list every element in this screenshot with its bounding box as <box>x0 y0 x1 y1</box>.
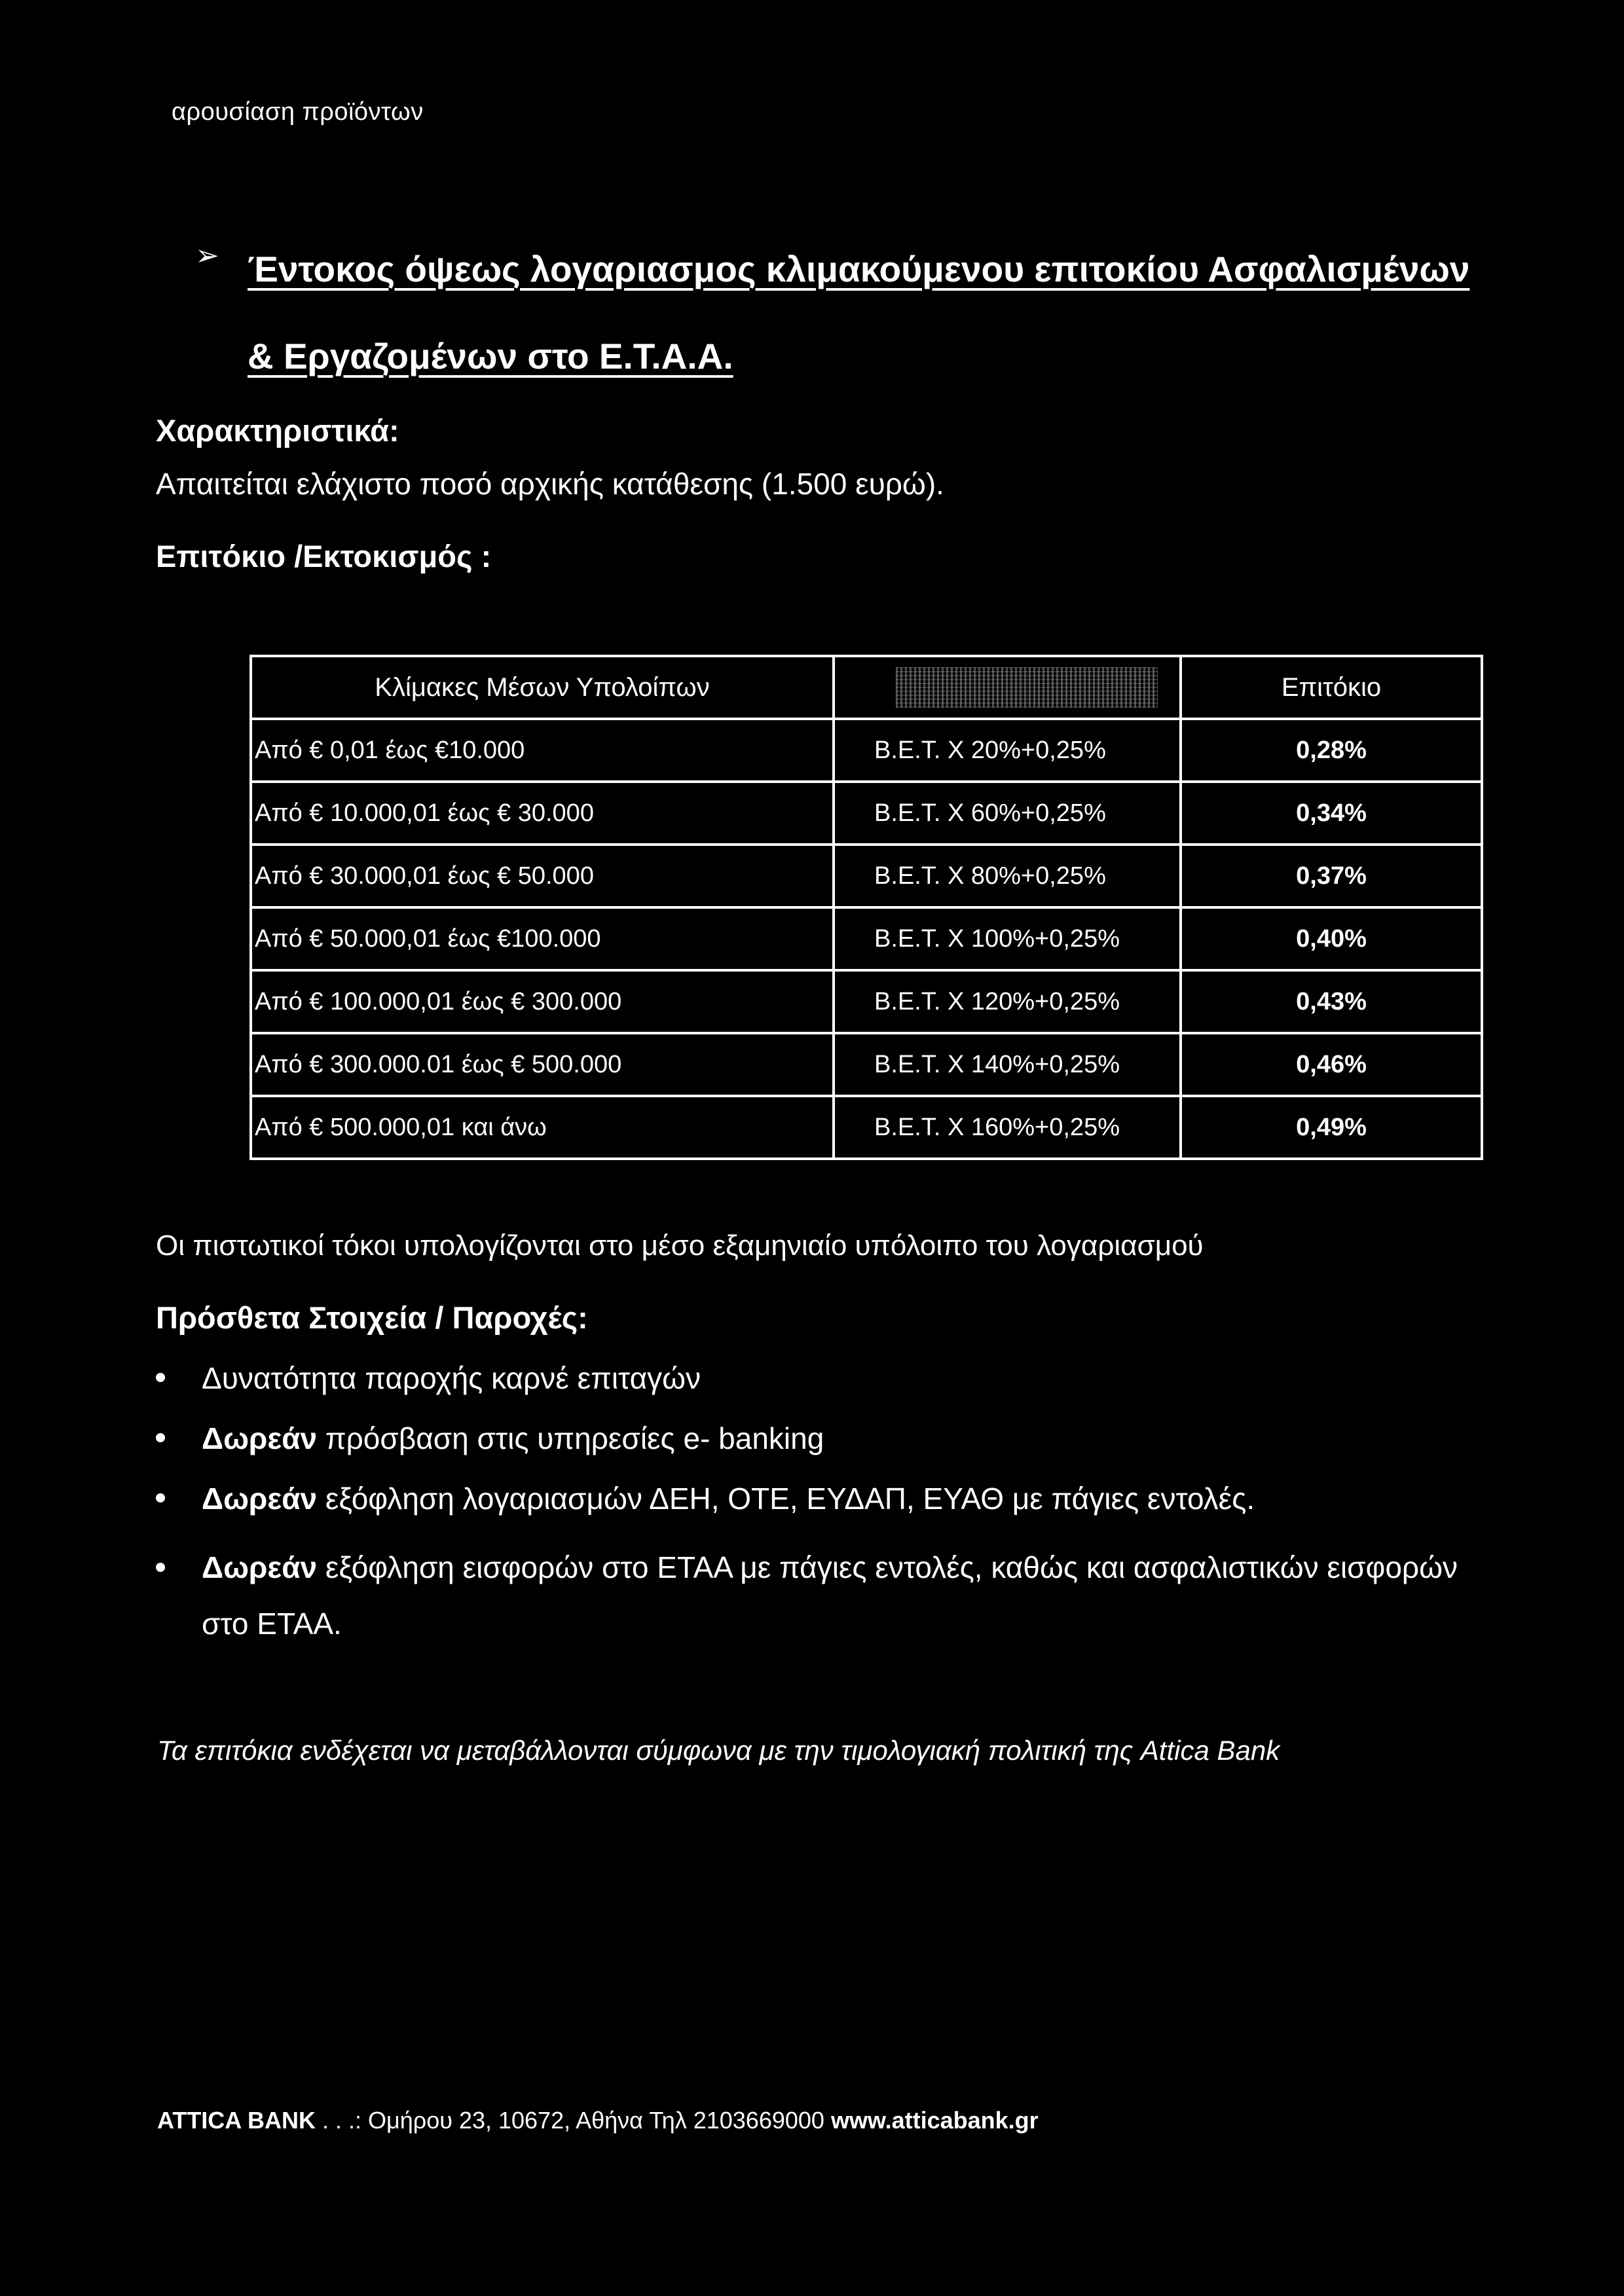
list-item <box>156 1419 1498 1458</box>
tier-formula: Β.Ε.Τ. Χ 20%+0,25% <box>834 719 1181 782</box>
table-header-row <box>251 656 1482 719</box>
tier-rate: 0,34% <box>1181 782 1482 845</box>
table-row <box>251 1096 1482 1159</box>
tier-range: Από € 300.000.01 έως € 500.000 <box>251 1033 834 1096</box>
list-item <box>156 1479 1498 1518</box>
tier-rate: 0,43% <box>1181 970 1482 1033</box>
tier-formula: Β.Ε.Τ. Χ 80%+0,25% <box>834 845 1181 907</box>
benefit-bold: Δωρεάν <box>202 1421 318 1455</box>
tier-formula: Β.Ε.Τ. Χ 60%+0,25% <box>834 782 1181 845</box>
column-header-balance-tiers: Κλίμακες Μέσων Υπολοίπων <box>251 656 834 719</box>
tier-rate: 0,40% <box>1181 907 1482 970</box>
extras-heading: Πρόσθετα Στοιχεία / Παροχές: <box>156 1300 588 1335</box>
page-header: αρουσίαση προϊόντων <box>172 98 424 126</box>
bullet-icon <box>156 1433 165 1442</box>
tier-range: Από € 10.000,01 έως € 30.000 <box>251 782 834 845</box>
bullet-icon <box>156 1493 165 1503</box>
tier-range: Από € 500.000,01 και άνω <box>251 1096 834 1159</box>
tier-range: Από € 50.000,01 έως €100.000 <box>251 907 834 970</box>
list-item <box>156 1539 1498 1652</box>
benefit-text: εξόφληση λογαριασμών ΔΕΗ, ΟΤΕ, ΕΥΔΑΠ, ΕΥΑΘ με πάγιες εντολές. <box>317 1482 1255 1516</box>
list-item <box>156 1358 1498 1398</box>
blurred-image <box>896 667 1158 708</box>
benefit-text: Δυνατότητα παροχής καρνέ επιταγών <box>202 1361 701 1395</box>
minimum-deposit-text: Απαιτείται ελάχιστο ποσό αρχικής κατάθεσης (1.500 ευρώ). <box>156 467 944 501</box>
tier-rate: 0,37% <box>1181 845 1482 907</box>
table-row <box>251 907 1482 970</box>
tier-formula: Β.Ε.Τ. Χ 140%+0,25% <box>834 1033 1181 1096</box>
bullet-icon <box>156 1563 165 1572</box>
tier-formula: Β.Ε.Τ. Χ 100%+0,25% <box>834 907 1181 970</box>
tier-rate: 0,49% <box>1181 1096 1482 1159</box>
table-row <box>251 782 1482 845</box>
footer-address: . . .: Ομήρου 23, 10672, Αθήνα Τηλ 2103669000 <box>315 2107 831 2134</box>
tier-range: Από € 100.000,01 έως € 300.000 <box>251 970 834 1033</box>
footer <box>157 2107 1039 2134</box>
benefit-text: πρόσβαση στις υπηρεσίες e- banking <box>317 1421 824 1455</box>
product-title-text: Έντοκος όψεως λογαριασμος κλιμακούμενου επιτοκίου Ασφαλισμένων & Εργαζομένων στο Ε.Τ.Α.Α. <box>248 249 1470 376</box>
interest-rate-table <box>249 655 1483 1160</box>
bullet-icon <box>156 1373 165 1382</box>
benefit-text: εξόφληση εισφορών στο ΕΤΑΑ με πάγιες εντολές, καθώς και ασφαλιστικών εισφορών στο ΕΤΑΑ. <box>202 1550 1458 1641</box>
tier-rate: 0,28% <box>1181 719 1482 782</box>
benefit-bold: Δωρεάν <box>202 1482 318 1516</box>
column-header-blurred <box>834 656 1181 719</box>
column-header-rate: Επιτόκιο <box>1181 656 1482 719</box>
table-row <box>251 719 1482 782</box>
tier-range: Από € 0,01 έως €10.000 <box>251 719 834 782</box>
tier-rate: 0,46% <box>1181 1033 1482 1096</box>
rates-disclaimer: Τα επιτόκια ενδέχεται να μεταβάλλονται σύμφωνα με την τιμολογιακή πολιτική της Attica Bank <box>157 1735 1280 1766</box>
table-row <box>251 845 1482 907</box>
tier-range: Από € 30.000,01 έως € 50.000 <box>251 845 834 907</box>
arrow-bullet-icon: ➢ <box>195 240 219 272</box>
benefits-list <box>156 1358 1498 1673</box>
footer-brand: ATTICA BANK <box>157 2107 316 2134</box>
rate-heading: Επιτόκιο /Εκτοκισμός : <box>156 539 492 574</box>
table-row <box>251 970 1482 1033</box>
characteristics-heading: Χαρακτηριστικά: <box>156 413 399 448</box>
tier-formula: Β.Ε.Τ. Χ 160%+0,25% <box>834 1096 1181 1159</box>
footer-website-link[interactable]: www.atticabank.gr <box>830 2107 1039 2134</box>
table-row <box>251 1033 1482 1096</box>
benefit-bold: Δωρεάν <box>202 1550 318 1584</box>
tier-formula: Β.Ε.Τ. Χ 120%+0,25% <box>834 970 1181 1033</box>
interest-note: Οι πιστωτικοί τόκοι υπολογίζονται στο μέσο εξαμηνιαίο υπόλοιπο του λογαριασμού <box>156 1230 1204 1262</box>
